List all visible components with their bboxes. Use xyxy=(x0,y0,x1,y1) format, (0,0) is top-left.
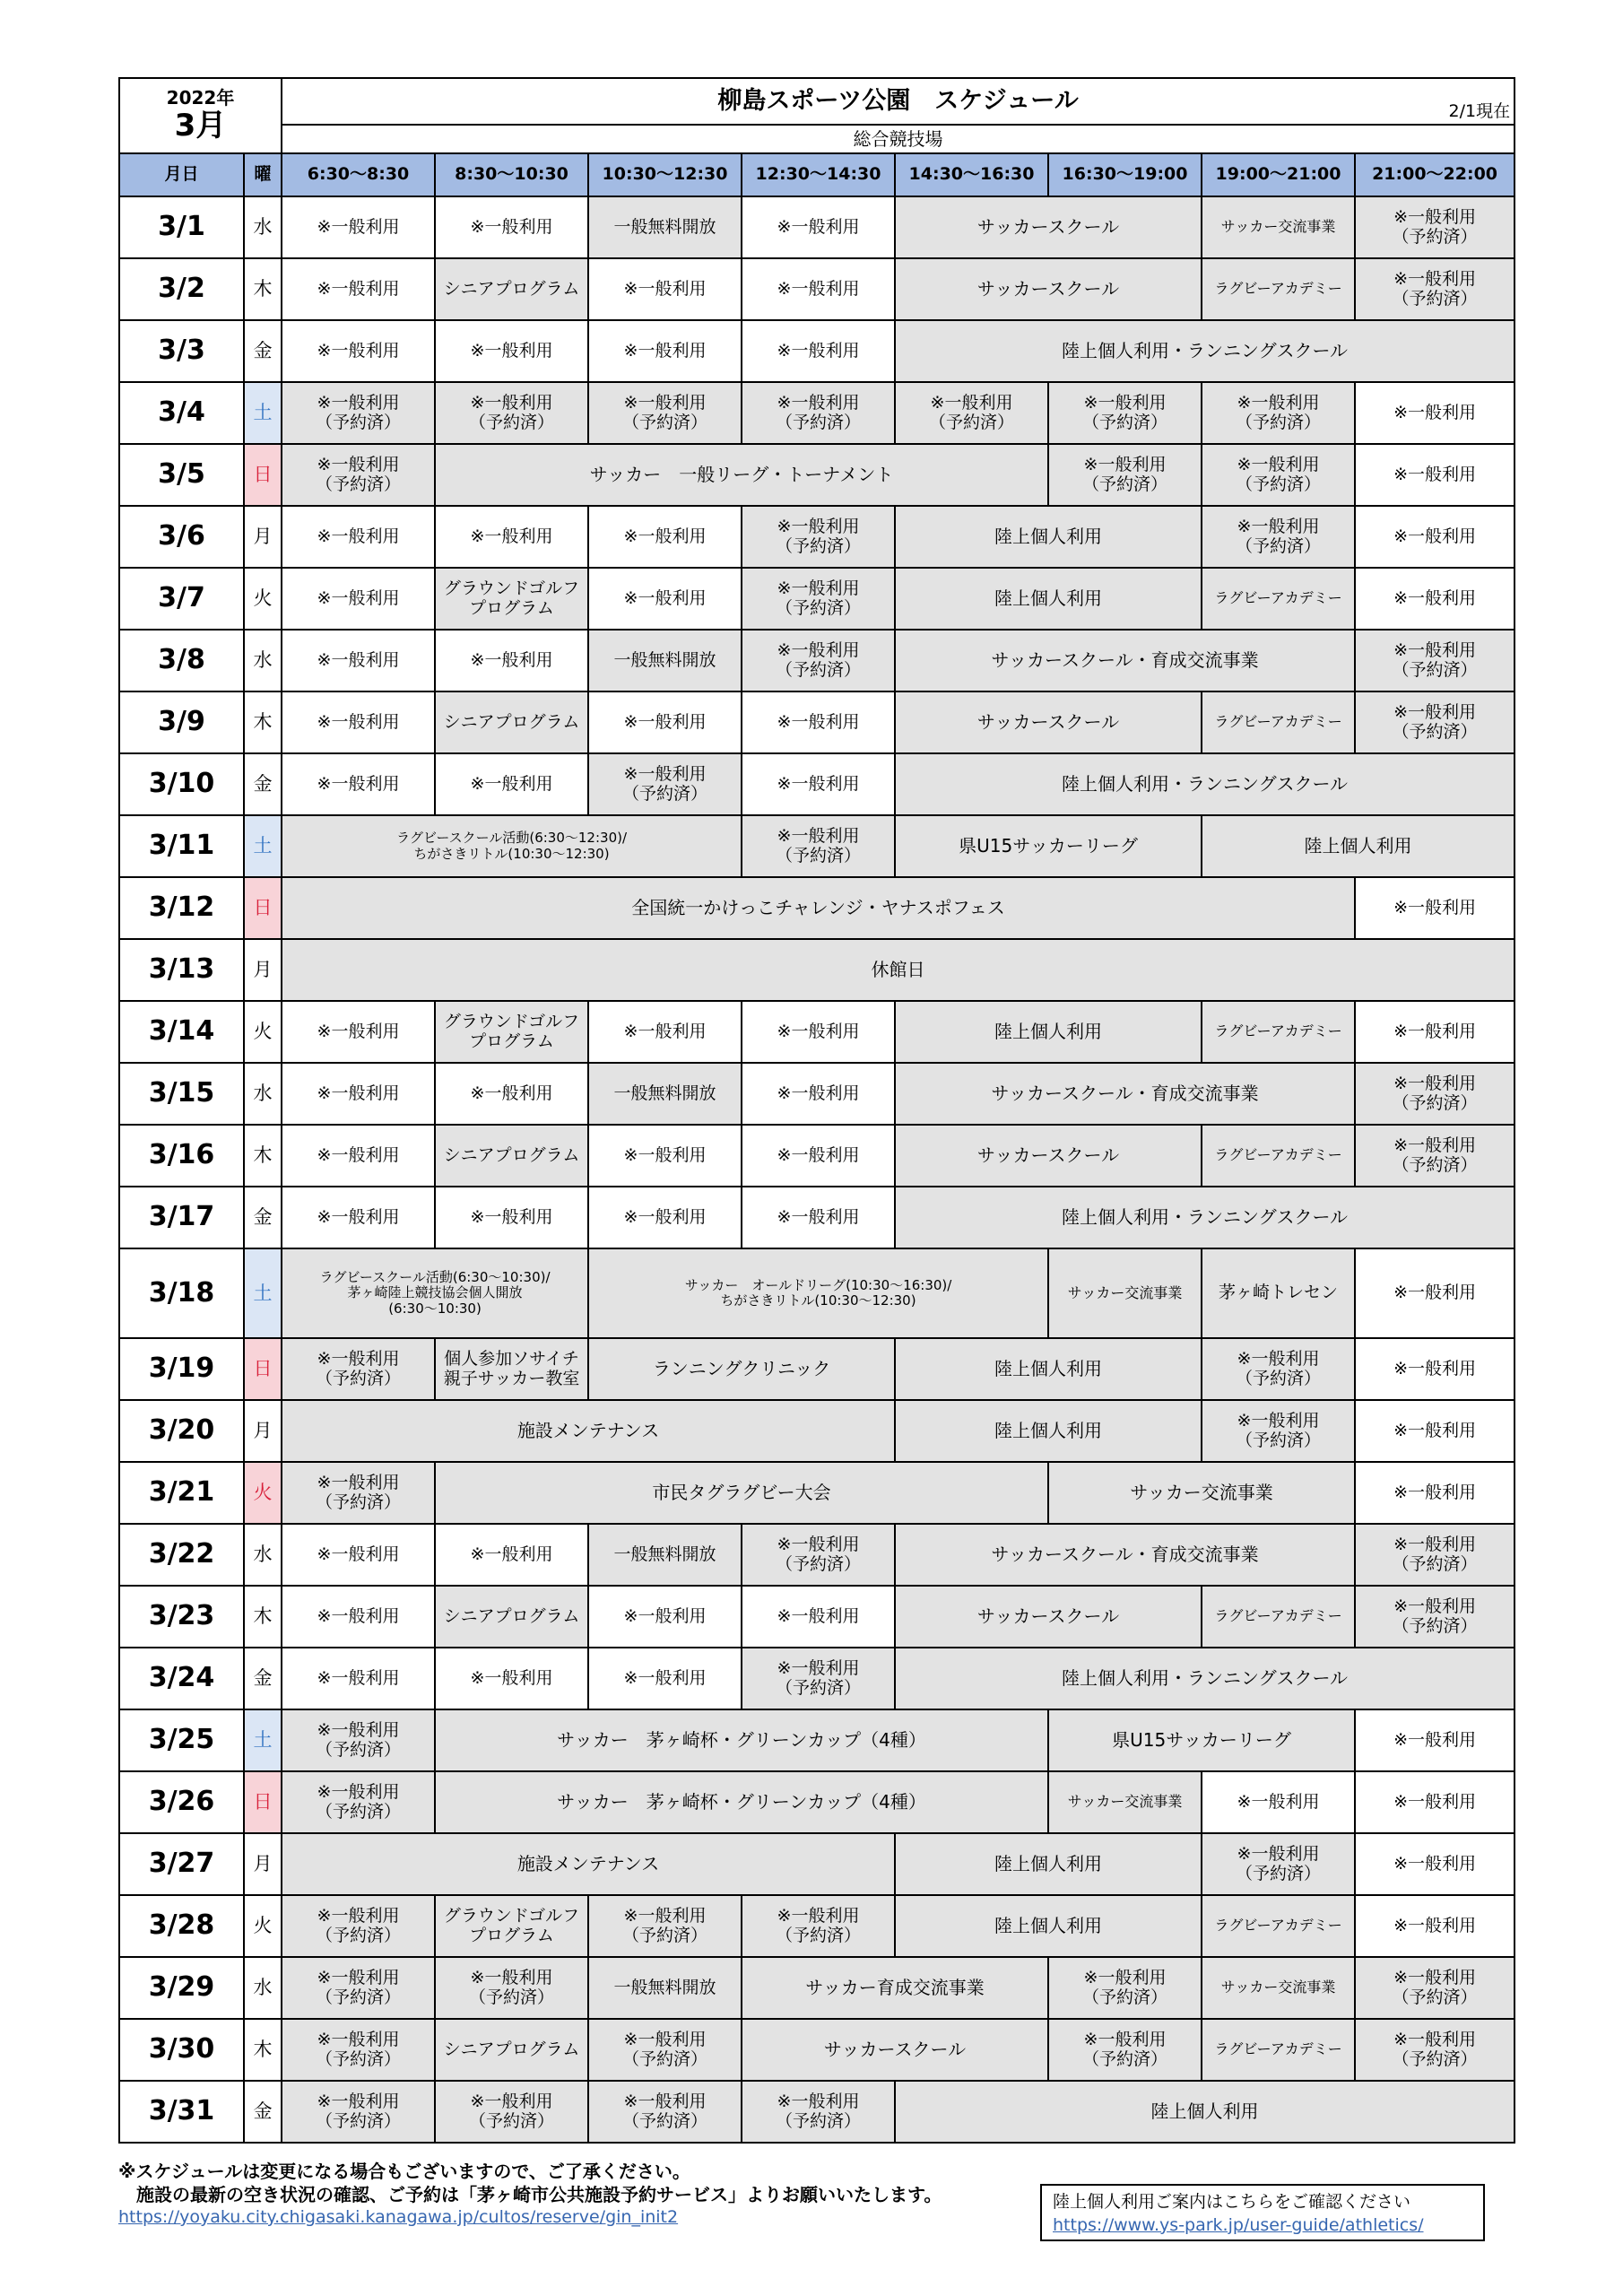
schedule-cell: ※一般利用 xyxy=(1355,1248,1515,1338)
table-row xyxy=(119,1338,1515,1400)
table-row xyxy=(119,1957,1515,2019)
schedule-cell: 陸上個人利用・ランニングスクール xyxy=(895,1187,1515,1248)
weekday-cell: 木 xyxy=(244,258,282,320)
page-title: 柳島スポーツ公園 スケジュール xyxy=(717,87,1079,116)
schedule-cell: 陸上個人利用 xyxy=(895,1833,1202,1895)
schedule-cell: 施設メンテナンス xyxy=(282,1833,895,1895)
table-row xyxy=(119,1895,1515,1957)
schedule-cell: ※一般利用 （予約済） xyxy=(282,2019,435,2081)
table-row xyxy=(119,753,1515,815)
date-cell: 3/24 xyxy=(119,1648,244,1709)
schedule-cell: ※一般利用 xyxy=(1355,877,1515,939)
col-header-slot: 10:30～12:30 xyxy=(588,153,742,196)
schedule-cell: ※一般利用 （予約済） xyxy=(282,1338,435,1400)
schedule-cell: ※一般利用 （予約済） xyxy=(282,1462,435,1524)
weekday-cell: 月 xyxy=(244,939,282,1001)
weekday-cell: 月 xyxy=(244,1400,282,1462)
schedule-cell: ※一般利用 （予約済） xyxy=(1355,1586,1515,1648)
schedule-cell: 一般無料開放 xyxy=(588,1524,742,1586)
schedule-cell: 陸上個人利用・ランニングスクール xyxy=(895,320,1515,382)
schedule-cell: ※一般利用 xyxy=(282,258,435,320)
date-cell: 3/1 xyxy=(119,196,244,258)
schedule-cell: ※一般利用 （予約済） xyxy=(588,753,742,815)
schedule-cell: ※一般利用 （予約済） xyxy=(588,382,742,444)
date-cell: 3/20 xyxy=(119,1400,244,1462)
schedule-cell: サッカー 一般リーグ・トーナメント xyxy=(435,444,1048,506)
weekday-cell: 土 xyxy=(244,815,282,877)
footer-notes xyxy=(118,2160,942,2229)
weekday-cell: 水 xyxy=(244,1524,282,1586)
schedule-cell: ※一般利用 xyxy=(1355,1895,1515,1957)
schedule-cell: 陸上個人利用・ランニングスクール xyxy=(895,753,1515,815)
schedule-cell: サッカースクール xyxy=(895,691,1202,753)
table-row xyxy=(119,568,1515,630)
weekday-cell: 水 xyxy=(244,630,282,691)
schedule-cell: ラグビーアカデミー xyxy=(1202,258,1355,320)
schedule-cell: ※一般利用 （予約済） xyxy=(742,630,895,691)
schedule-cell: ※一般利用 （予約済） xyxy=(742,1895,895,1957)
col-header-slot: 19:00～21:00 xyxy=(1202,153,1355,196)
weekday-cell: 金 xyxy=(244,1648,282,1709)
date-cell: 3/16 xyxy=(119,1125,244,1187)
table-row xyxy=(119,196,1515,258)
schedule-cell: サッカー交流事業 xyxy=(1048,1771,1202,1833)
table-row xyxy=(119,1063,1515,1125)
schedule-cell: ※一般利用 xyxy=(742,1187,895,1248)
date-cell: 3/6 xyxy=(119,506,244,568)
table-row xyxy=(119,1462,1515,1524)
schedule-cell: ※一般利用 （予約済） xyxy=(1048,1957,1202,2019)
table-row xyxy=(119,1001,1515,1063)
table-row xyxy=(119,2019,1515,2081)
month-label: 3月 xyxy=(174,107,227,144)
schedule-cell: 陸上個人利用 xyxy=(1202,815,1515,877)
table-row xyxy=(119,444,1515,506)
schedule-cell: ※一般利用 xyxy=(435,753,588,815)
schedule-cell: 休館日 xyxy=(282,939,1515,1001)
date-cell: 3/28 xyxy=(119,1895,244,1957)
title-cell xyxy=(282,78,1515,125)
athletics-info-box xyxy=(1040,2184,1485,2241)
weekday-cell: 水 xyxy=(244,1957,282,2019)
schedule-cell: ラグビーアカデミー xyxy=(1202,1001,1355,1063)
date-cell: 3/30 xyxy=(119,2019,244,2081)
date-cell: 3/18 xyxy=(119,1248,244,1338)
date-cell: 3/9 xyxy=(119,691,244,753)
reserve-link[interactable]: https://yoyaku.city.chigasaki.kanagawa.jp/cultos/reserve/gin_init2 xyxy=(118,2207,679,2227)
date-cell: 3/2 xyxy=(119,258,244,320)
schedule-cell: ※一般利用 xyxy=(742,1001,895,1063)
col-header-slot: 16:30～19:00 xyxy=(1048,153,1202,196)
schedule-cell: ※一般利用 xyxy=(1202,1771,1355,1833)
schedule-cell: ※一般利用 xyxy=(435,196,588,258)
schedule-cell: ※一般利用 （予約済） xyxy=(1355,2019,1515,2081)
schedule-cell: 個人参加ソサイチ 親子サッカー教室 xyxy=(435,1338,588,1400)
schedule-cell: 陸上個人利用 xyxy=(895,2081,1515,2143)
date-cell: 3/26 xyxy=(119,1771,244,1833)
schedule-cell: グラウンドゴルフ プログラム xyxy=(435,1895,588,1957)
weekday-cell: 木 xyxy=(244,2019,282,2081)
date-cell: 3/10 xyxy=(119,753,244,815)
schedule-cell: ※一般利用 xyxy=(282,568,435,630)
schedule-cell: ラグビーアカデミー xyxy=(1202,1895,1355,1957)
schedule-cell: 陸上個人利用・ランニングスクール xyxy=(895,1648,1515,1709)
schedule-cell: ※一般利用 xyxy=(742,1063,895,1125)
date-cell: 3/23 xyxy=(119,1586,244,1648)
schedule-cell: ※一般利用 xyxy=(435,1648,588,1709)
schedule-cell: 県U15サッカーリーグ xyxy=(1048,1709,1355,1771)
schedule-cell: ※一般利用 xyxy=(1355,1001,1515,1063)
schedule-cell: ※一般利用 xyxy=(435,320,588,382)
schedule-cell: ※一般利用 （予約済） xyxy=(1202,1400,1355,1462)
date-cell: 3/7 xyxy=(119,568,244,630)
weekday-cell: 金 xyxy=(244,1187,282,1248)
schedule-cell: ※一般利用 xyxy=(282,320,435,382)
schedule-cell: サッカースクール xyxy=(895,1125,1202,1187)
schedule-cell: ※一般利用 xyxy=(588,1187,742,1248)
schedule-cell: ※一般利用 xyxy=(588,506,742,568)
column-header-row xyxy=(119,153,1515,196)
schedule-cell: 一般無料開放 xyxy=(588,1063,742,1125)
as-of-date: 2/1現在 xyxy=(1448,101,1511,122)
schedule-cell: ※一般利用 xyxy=(1355,568,1515,630)
date-cell: 3/13 xyxy=(119,939,244,1001)
schedule-cell: ※一般利用 （予約済） xyxy=(282,1771,435,1833)
schedule-cell: ※一般利用 xyxy=(588,568,742,630)
date-cell: 3/3 xyxy=(119,320,244,382)
date-cell: 3/12 xyxy=(119,877,244,939)
table-row xyxy=(119,1187,1515,1248)
table-row xyxy=(119,1125,1515,1187)
schedule-cell: ※一般利用 xyxy=(282,1063,435,1125)
schedule-cell: シニアプログラム xyxy=(435,258,588,320)
table-row xyxy=(119,1648,1515,1709)
schedule-cell: ※一般利用 xyxy=(435,1063,588,1125)
schedule-cell: ※一般利用 （予約済） xyxy=(1048,382,1202,444)
weekday-cell: 土 xyxy=(244,382,282,444)
col-header-slot: 14:30～16:30 xyxy=(895,153,1048,196)
schedule-cell: サッカー交流事業 xyxy=(1202,196,1355,258)
schedule-cell: ※一般利用 （予約済） xyxy=(1202,1338,1355,1400)
schedule-cell: ※一般利用 （予約済） xyxy=(588,2019,742,2081)
schedule-cell: ※一般利用 xyxy=(282,753,435,815)
schedule-cell: ※一般利用 xyxy=(282,1001,435,1063)
date-cell: 3/31 xyxy=(119,2081,244,2143)
table-row xyxy=(119,939,1515,1001)
schedule-cell: 県U15サッカーリーグ xyxy=(895,815,1202,877)
weekday-cell: 金 xyxy=(244,320,282,382)
weekday-cell: 日 xyxy=(244,1771,282,1833)
weekday-cell: 火 xyxy=(244,1895,282,1957)
schedule-cell: サッカースクール xyxy=(895,1586,1202,1648)
date-cell: 3/14 xyxy=(119,1001,244,1063)
schedule-cell: ※一般利用 xyxy=(1355,382,1515,444)
schedule-cell: ※一般利用 （予約済） xyxy=(282,382,435,444)
schedule-cell: ※一般利用 （予約済） xyxy=(435,1957,588,2019)
schedule-cell: ※一般利用 （予約済） xyxy=(282,444,435,506)
schedule-cell: シニアプログラム xyxy=(435,2019,588,2081)
schedule-cell: ラグビーアカデミー xyxy=(1202,1125,1355,1187)
schedule-cell: ※一般利用 （予約済） xyxy=(1355,1063,1515,1125)
schedule-cell: ※一般利用 （予約済） xyxy=(1202,382,1355,444)
weekday-cell: 土 xyxy=(244,1248,282,1338)
weekday-cell: 木 xyxy=(244,691,282,753)
schedule-cell: ※一般利用 （予約済） xyxy=(742,506,895,568)
schedule-cell: ※一般利用 xyxy=(282,1125,435,1187)
weekday-cell: 月 xyxy=(244,506,282,568)
weekday-cell: 金 xyxy=(244,753,282,815)
schedule-cell: サッカースクール・育成交流事業 xyxy=(895,1524,1355,1586)
weekday-cell: 木 xyxy=(244,1586,282,1648)
schedule-cell: ※一般利用 xyxy=(282,1648,435,1709)
schedule-cell: ラグビーアカデミー xyxy=(1202,2019,1355,2081)
schedule-cell: ※一般利用 （予約済） xyxy=(1355,1125,1515,1187)
table-row xyxy=(119,1524,1515,1586)
schedule-cell: ※一般利用 （予約済） xyxy=(742,382,895,444)
schedule-cell: 茅ヶ崎トレセン xyxy=(1202,1248,1355,1338)
col-header-slot: 12:30～14:30 xyxy=(742,153,895,196)
table-row xyxy=(119,630,1515,691)
schedule-cell: ※一般利用 xyxy=(282,1586,435,1648)
schedule-cell: ※一般利用 xyxy=(1355,1338,1515,1400)
schedule-cell: ※一般利用 （予約済） xyxy=(742,2081,895,2143)
schedule-cell: 一般無料開放 xyxy=(588,1957,742,2019)
schedule-cell: 一般無料開放 xyxy=(588,196,742,258)
schedule-cell: ※一般利用 xyxy=(742,1586,895,1648)
date-cell: 3/25 xyxy=(119,1709,244,1771)
weekday-cell: 火 xyxy=(244,568,282,630)
col-header-slot: 6:30～8:30 xyxy=(282,153,435,196)
schedule-cell: ※一般利用 xyxy=(1355,1709,1515,1771)
date-cell: 3/21 xyxy=(119,1462,244,1524)
schedule-cell: ※一般利用 xyxy=(1355,1462,1515,1524)
schedule-cell: ※一般利用 （予約済） xyxy=(282,2081,435,2143)
schedule-cell: サッカー交流事業 xyxy=(1048,1248,1202,1338)
date-cell: 3/19 xyxy=(119,1338,244,1400)
schedule-cell: ※一般利用 xyxy=(1355,1400,1515,1462)
date-cell: 3/29 xyxy=(119,1957,244,2019)
schedule-cell: 陸上個人利用 xyxy=(895,506,1202,568)
schedule-cell: ※一般利用 xyxy=(282,691,435,753)
schedule-cell: 全国統一かけっこチャレンジ・ヤナスポフェス xyxy=(282,877,1355,939)
date-cell: 3/11 xyxy=(119,815,244,877)
weekday-cell: 月 xyxy=(244,1833,282,1895)
table-row xyxy=(119,506,1515,568)
schedule-cell: ※一般利用 xyxy=(588,691,742,753)
schedule-cell: ※一般利用 xyxy=(1355,1771,1515,1833)
schedule-cell: ※一般利用 （予約済） xyxy=(1202,444,1355,506)
schedule-cell: ※一般利用 （予約済） xyxy=(742,1648,895,1709)
schedule-table xyxy=(118,77,1515,2144)
table-row xyxy=(119,320,1515,382)
schedule-cell: ラグビーアカデミー xyxy=(1202,691,1355,753)
schedule-cell: サッカー交流事業 xyxy=(1048,1462,1355,1524)
schedule-cell: 陸上個人利用 xyxy=(895,1338,1202,1400)
schedule-cell: サッカースクール xyxy=(895,258,1202,320)
schedule-cell: ※一般利用 xyxy=(1355,506,1515,568)
schedule-cell: シニアプログラム xyxy=(435,691,588,753)
schedule-cell: 一般無料開放 xyxy=(588,630,742,691)
weekday-cell: 金 xyxy=(244,2081,282,2143)
schedule-cell: 市民タグラグビー大会 xyxy=(435,1462,1048,1524)
schedule-cell: ※一般利用 xyxy=(742,320,895,382)
date-cell: 3/15 xyxy=(119,1063,244,1125)
schedule-cell: ※一般利用 xyxy=(282,630,435,691)
schedule-cell: サッカースクール xyxy=(895,196,1202,258)
schedule-cell: ※一般利用 （予約済） xyxy=(1202,506,1355,568)
schedule-cell: ※一般利用 （予約済） xyxy=(1202,1833,1355,1895)
schedule-cell: サッカー育成交流事業 xyxy=(742,1957,1048,2019)
schedule-cell: ※一般利用 xyxy=(588,258,742,320)
schedule-cell: ※一般利用 （予約済） xyxy=(1355,1524,1515,1586)
schedule-cell: ※一般利用 xyxy=(282,1524,435,1586)
col-header-slot: 8:30～10:30 xyxy=(435,153,588,196)
date-cell: 3/8 xyxy=(119,630,244,691)
table-row xyxy=(119,1586,1515,1648)
table-row xyxy=(119,1709,1515,1771)
date-cell: 3/5 xyxy=(119,444,244,506)
schedule-cell: ※一般利用 xyxy=(282,1187,435,1248)
schedule-cell: 陸上個人利用 xyxy=(895,1895,1202,1957)
schedule-cell: ※一般利用 （予約済） xyxy=(742,1524,895,1586)
schedule-cell: サッカースクール・育成交流事業 xyxy=(895,630,1355,691)
schedule-cell: ※一般利用 （予約済） xyxy=(895,382,1048,444)
schedule-cell: ※一般利用 xyxy=(588,1586,742,1648)
schedule-cell: ※一般利用 （予約済） xyxy=(282,1957,435,2019)
weekday-cell: 日 xyxy=(244,1338,282,1400)
schedule-cell: サッカースクール xyxy=(742,2019,1048,2081)
schedule-cell: ※一般利用 xyxy=(1355,444,1515,506)
schedule-cell: ラグビースクール活動(6:30～10:30)/ 茅ヶ崎陸上競技協会個人開放 (6:30～10:30) xyxy=(282,1248,588,1338)
weekday-cell: 土 xyxy=(244,1709,282,1771)
schedule-cell: サッカー交流事業 xyxy=(1202,1957,1355,2019)
schedule-cell: ※一般利用 （予約済） xyxy=(435,382,588,444)
schedule-cell: ※一般利用 （予約済） xyxy=(435,2081,588,2143)
schedule-cell: ※一般利用 xyxy=(742,258,895,320)
schedule-cell: ラグビーアカデミー xyxy=(1202,568,1355,630)
schedule-cell: ※一般利用 xyxy=(435,506,588,568)
col-header-weekday: 曜 xyxy=(244,153,282,196)
schedule-cell: ランニングクリニック xyxy=(588,1338,895,1400)
schedule-cell: サッカー 茅ヶ崎杯・グリーンカップ（4種） xyxy=(435,1709,1048,1771)
weekday-cell: 水 xyxy=(244,196,282,258)
schedule-cell: ※一般利用 （予約済） xyxy=(282,1895,435,1957)
schedule-cell: ※一般利用 xyxy=(435,1187,588,1248)
schedule-cell: ※一般利用 （予約済） xyxy=(1048,2019,1202,2081)
schedule-cell: ※一般利用 xyxy=(282,196,435,258)
schedule-cell: ※一般利用 xyxy=(588,1001,742,1063)
schedule-cell: ※一般利用 （予約済） xyxy=(742,568,895,630)
schedule-cell: ※一般利用 （予約済） xyxy=(1355,196,1515,258)
schedule-cell: ※一般利用 （予約済） xyxy=(1355,630,1515,691)
schedule-cell: ※一般利用 xyxy=(588,1125,742,1187)
schedule-cell: ※一般利用 （予約済） xyxy=(588,2081,742,2143)
schedule-cell: ※一般利用 xyxy=(282,506,435,568)
schedule-cell: ※一般利用 xyxy=(742,753,895,815)
schedule-cell: 陸上個人利用 xyxy=(895,1400,1202,1462)
schedule-cell: ※一般利用 （予約済） xyxy=(1355,691,1515,753)
table-row xyxy=(119,691,1515,753)
table-row xyxy=(119,1400,1515,1462)
schedule-cell: シニアプログラム xyxy=(435,1125,588,1187)
year-month-cell xyxy=(119,78,282,153)
weekday-cell: 火 xyxy=(244,1462,282,1524)
table-row xyxy=(119,1833,1515,1895)
year-label: 2022年 xyxy=(166,86,235,109)
schedule-cell: ※一般利用 xyxy=(588,320,742,382)
schedule-cell: ※一般利用 xyxy=(435,1524,588,1586)
schedule-cell: ※一般利用 xyxy=(742,1125,895,1187)
schedule-cell: ※一般利用 xyxy=(435,630,588,691)
weekday-cell: 火 xyxy=(244,1001,282,1063)
table-row xyxy=(119,877,1515,939)
schedule-cell: サッカー オールドリーグ(10:30～16:30)/ ちがさきリトル(10:30～12:30) xyxy=(588,1248,1048,1338)
note-change: ※スケジュールは変更になる場合もございますので、ご了承ください。 xyxy=(118,2161,690,2182)
table-row xyxy=(119,1771,1515,1833)
athletics-text: 陸上個人利用ご案内はこちらをご確認ください xyxy=(1053,2192,1411,2212)
schedule-cell: ※一般利用 （予約済） xyxy=(282,1709,435,1771)
schedule-cell: ※一般利用 （予約済） xyxy=(1355,258,1515,320)
schedule-cell: ※一般利用 xyxy=(742,196,895,258)
schedule-cell: サッカースクール・育成交流事業 xyxy=(895,1063,1355,1125)
facility-name: 総合競技場 xyxy=(282,125,1515,153)
date-cell: 3/17 xyxy=(119,1187,244,1248)
schedule-cell: グラウンドゴルフ プログラム xyxy=(435,1001,588,1063)
schedule-cell: ※一般利用 （予約済） xyxy=(742,815,895,877)
col-header-date: 月日 xyxy=(119,153,244,196)
schedule-cell: ※一般利用 （予約済） xyxy=(588,1895,742,1957)
table-row xyxy=(119,382,1515,444)
schedule-cell: シニアプログラム xyxy=(435,1586,588,1648)
weekday-cell: 木 xyxy=(244,1125,282,1187)
schedule-cell: ※一般利用 （予約済） xyxy=(1355,1957,1515,2019)
schedule-cell: ※一般利用 xyxy=(742,691,895,753)
table-row xyxy=(119,1248,1515,1338)
weekday-cell: 日 xyxy=(244,877,282,939)
athletics-link[interactable]: https://www.ys-park.jp/user-guide/athletics/ xyxy=(1053,2214,1424,2235)
table-row xyxy=(119,815,1515,877)
weekday-cell: 日 xyxy=(244,444,282,506)
note-reserve: 施設の最新の空き状況の確認、ご予約は「茅ヶ崎市公共施設予約サービス」よりお願いいたします。 xyxy=(136,2184,942,2205)
col-header-slot: 21:00～22:00 xyxy=(1355,153,1515,196)
schedule-cell: ラグビースクール活動(6:30～12:30)/ ちがさきリトル(10:30～12:30) xyxy=(282,815,742,877)
table-row xyxy=(119,2081,1515,2143)
table-row xyxy=(119,258,1515,320)
schedule-cell: 陸上個人利用 xyxy=(895,568,1202,630)
schedule-cell: 施設メンテナンス xyxy=(282,1400,895,1462)
schedule-cell: ※一般利用 xyxy=(588,1648,742,1709)
date-cell: 3/27 xyxy=(119,1833,244,1895)
schedule-cell: ラグビーアカデミー xyxy=(1202,1586,1355,1648)
schedule-cell: グラウンドゴルフ プログラム xyxy=(435,568,588,630)
date-cell: 3/22 xyxy=(119,1524,244,1586)
schedule-cell: ※一般利用 （予約済） xyxy=(1048,444,1202,506)
schedule-cell: 陸上個人利用 xyxy=(895,1001,1202,1063)
weekday-cell: 水 xyxy=(244,1063,282,1125)
date-cell: 3/4 xyxy=(119,382,244,444)
schedule-cell: ※一般利用 xyxy=(1355,1833,1515,1895)
schedule-cell: サッカー 茅ヶ崎杯・グリーンカップ（4種） xyxy=(435,1771,1048,1833)
